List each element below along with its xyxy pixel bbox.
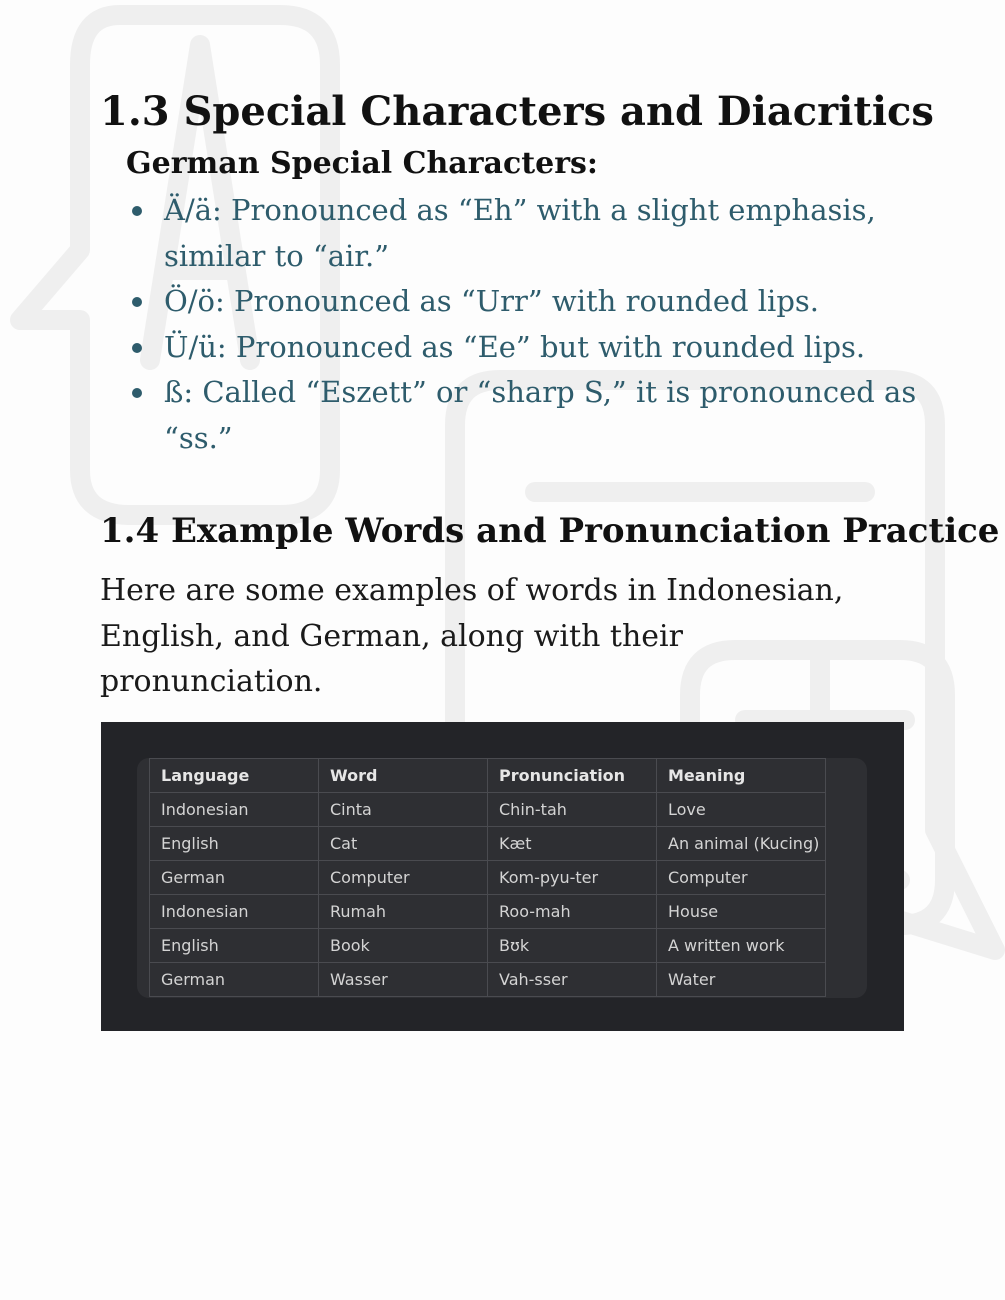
cell-language: Indonesian [150,895,319,929]
header-language: Language [150,759,319,793]
cell-meaning: Computer [657,861,826,895]
cell-language: English [150,929,319,963]
list-item-text: Ä/ä: Pronounced as “Eh” with a slight emphasis, similar to “air.” [164,193,876,273]
list-item [126,279,946,325]
cell-word: Rumah [319,895,488,929]
cell-pronunciation: Bʊk [488,929,657,963]
section-1-3-title: 1.3 Special Characters and Diacritics [100,88,934,135]
header-meaning: Meaning [657,759,826,793]
header-word: Word [319,759,488,793]
table-row [150,793,826,827]
cell-meaning: Love [657,793,826,827]
cell-pronunciation: Kom-pyu-ter [488,861,657,895]
list-item [126,188,946,279]
pronunciation-table-image [101,722,904,1031]
cell-language: German [150,963,319,997]
pronunciation-table [149,758,826,997]
cell-meaning: An animal (Kucing) [657,827,826,861]
cell-meaning: House [657,895,826,929]
list-item-text: Ö/ö: Pronounced as “Urr” with rounded lips. [164,284,819,318]
table-row [150,861,826,895]
cell-word: Cinta [319,793,488,827]
cell-word: Book [319,929,488,963]
bullet-dot-icon [132,206,142,216]
list-item-text: ß: Called “Eszett” or “sharp S,” it is pronounced as “ss.” [164,375,917,455]
header-pronunciation: Pronunciation [488,759,657,793]
cell-meaning: Water [657,963,826,997]
table-card [137,758,867,998]
table-header-row [150,759,826,793]
list-item [126,325,946,371]
cell-language: English [150,827,319,861]
cell-pronunciation: Kæt [488,827,657,861]
bullet-dot-icon [132,388,142,398]
cell-word: Computer [319,861,488,895]
table-row [150,963,826,997]
cell-word: Cat [319,827,488,861]
cell-language: German [150,861,319,895]
cell-word: Wasser [319,963,488,997]
bullet-dot-icon [132,343,142,353]
bullet-dot-icon [132,297,142,307]
special-characters-list [126,188,946,461]
cell-pronunciation: Vah-sser [488,963,657,997]
table-row [150,895,826,929]
cell-pronunciation: Roo-mah [488,895,657,929]
section-1-4-title: 1.4 Example Words and Pronunciation Practice [100,511,1000,551]
cell-meaning: A written work [657,929,826,963]
list-item-text: Ü/ü: Pronounced as “Ee” but with rounded lips. [164,329,866,364]
cell-pronunciation: Chin-tah [488,793,657,827]
section-1-4-intro: Here are some examples of words in Indonesian, English, and German, along with their pronunciation. [100,573,844,699]
table-row [150,827,826,861]
cell-language: Indonesian [150,793,319,827]
table-row [150,929,826,963]
list-item [126,370,946,461]
german-special-characters-subtitle: German Special Characters: [126,146,598,181]
